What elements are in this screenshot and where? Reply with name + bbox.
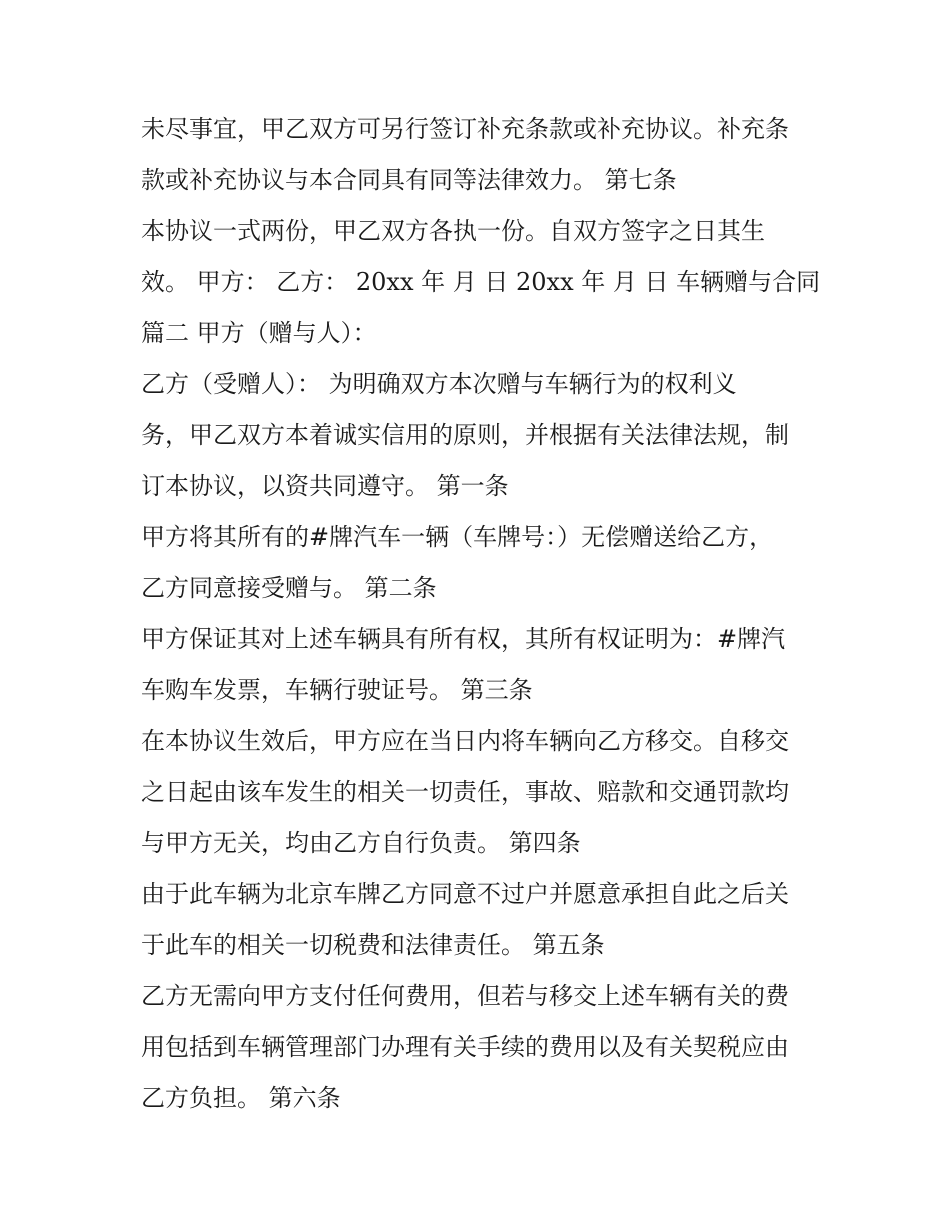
text-line: 务，甲乙双方本着诚实信用的原则，并根据有关法律法规，制 bbox=[141, 421, 789, 449]
text-line: 未尽事宜，甲乙双方可另行签订补充条款或补充协议。补充条 bbox=[141, 115, 789, 143]
text-line: 订本协议，以资共同遵守。 第一条 bbox=[141, 472, 509, 500]
text-line: 由于此车辆为北京车牌乙方同意不过户并愿意承担自此之后关 bbox=[141, 880, 789, 908]
text-line: 于此车的相关一切税费和法律责任。 第五条 bbox=[141, 931, 605, 959]
text-line: 甲方将其所有的#牌汽车一辆（车牌号：）无偿赠送给乙方， bbox=[141, 523, 774, 551]
text-line: 用包括到车辆管理部门办理有关手续的费用以及有关契税应由 bbox=[141, 1033, 789, 1061]
text-line: 甲方保证其对上述车辆具有所有权，其所有权证明为：#牌汽 bbox=[141, 625, 786, 653]
text-line: 篇二 甲方（赠与人）： bbox=[141, 319, 377, 347]
text-line: 乙方（受赠人）： 为明确双方本次赠与车辆行为的权利义 bbox=[141, 370, 737, 398]
document-body bbox=[141, 104, 831, 1124]
text-line: 乙方负担。 第六条 bbox=[141, 1084, 341, 1112]
text-line: 乙方同意接受赠与。 第二条 bbox=[141, 574, 437, 602]
text-line: 款或补充协议与本合同具有同等法律效力。 第七条 bbox=[141, 166, 677, 194]
text-line: 效。 甲方： 乙方： 20xx 年 月 日 20xx 年 月 日 车辆赠与合同 bbox=[141, 268, 821, 296]
text-line: 本协议一式两份，甲乙双方各执一份。自双方签字之日其生 bbox=[141, 217, 765, 245]
text-line: 在本协议生效后，甲方应在当日内将车辆向乙方移交。自移交 bbox=[141, 727, 789, 755]
text-line: 之日起由该车发生的相关一切责任，事故、赔款和交通罚款均 bbox=[141, 778, 789, 806]
text-line: 车购车发票，车辆行驶证号。 第三条 bbox=[141, 676, 533, 704]
text-line: 乙方无需向甲方支付任何费用，但若与移交上述车辆有关的费 bbox=[141, 982, 789, 1010]
text-line: 与甲方无关，均由乙方自行负责。 第四条 bbox=[141, 829, 581, 857]
